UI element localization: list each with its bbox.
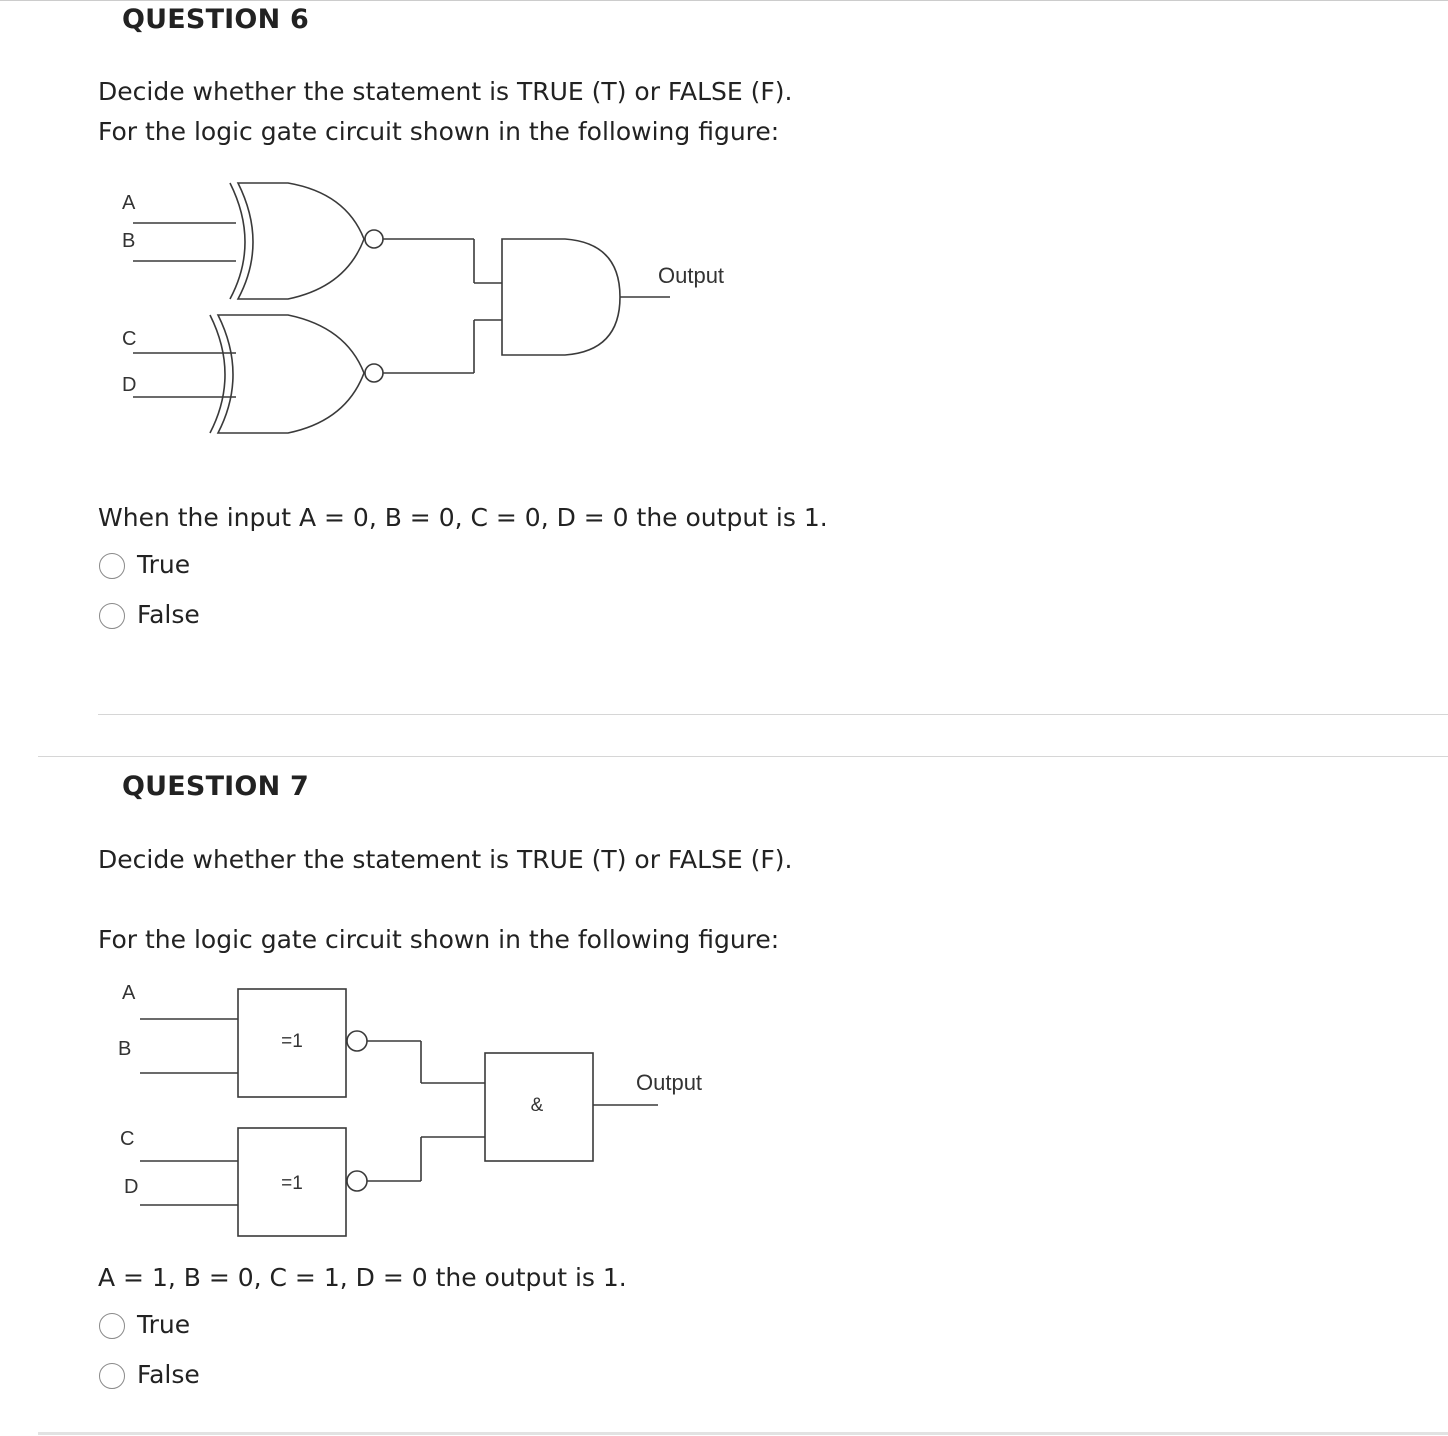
question-7-option-false[interactable] — [99, 1358, 200, 1390]
label-output: Output — [636, 1070, 703, 1095]
question-6-option-false[interactable] — [99, 598, 200, 630]
question-7-false-radio[interactable] — [99, 1363, 125, 1389]
question-6-figure-intro: For the logic gate circuit shown in the following figure: — [98, 117, 780, 146]
label-a: A — [122, 192, 136, 214]
bottom-divider — [38, 1432, 1448, 1435]
question-6-statement: When the input A = 0, B = 0, C = 0, D = 0 the output is 1. — [98, 503, 828, 532]
label-d: D — [124, 1176, 139, 1198]
question-7-title: QUESTION 7 — [122, 771, 309, 802]
option-label: False — [137, 599, 200, 629]
option-label: True — [137, 1309, 191, 1339]
question-7-true-radio[interactable] — [99, 1313, 125, 1339]
label-c: C — [122, 328, 137, 350]
option-label: False — [137, 1359, 200, 1389]
question-6-true-radio[interactable] — [99, 553, 125, 579]
label-c: C — [120, 1128, 135, 1150]
gate-bottom-symbol: =1 — [281, 1173, 303, 1194]
label-b: B — [122, 230, 136, 252]
xnor-box-top-bubble — [347, 1031, 367, 1051]
xnor-gate-top — [230, 183, 364, 299]
gate-and-symbol: & — [530, 1095, 544, 1116]
xnor-box-bottom-bubble — [347, 1171, 367, 1191]
xnor-gate-bottom — [210, 315, 364, 433]
label-b: B — [118, 1038, 132, 1060]
question-6-option-true[interactable] — [99, 548, 190, 580]
question-6-false-radio[interactable] — [99, 603, 125, 629]
gate-top-symbol: =1 — [281, 1031, 303, 1052]
label-a: A — [122, 982, 136, 1004]
question-6-circuit-figure — [110, 175, 750, 440]
top-divider — [0, 0, 1448, 1]
label-output: Output — [658, 263, 725, 288]
option-label: True — [137, 549, 191, 579]
label-d: D — [122, 374, 137, 396]
and-gate — [502, 239, 620, 355]
xnor-gate-bottom-bubble — [365, 364, 383, 382]
question-7-figure-intro: For the logic gate circuit shown in the following figure: — [98, 925, 780, 954]
question-7-statement: A = 1, B = 0, C = 1, D = 0 the output is 1. — [98, 1263, 627, 1292]
question-6-bottom-divider — [98, 714, 1448, 715]
question-7-option-true[interactable] — [99, 1308, 190, 1340]
xnor-gate-top-bubble — [365, 230, 383, 248]
question-6-title: QUESTION 6 — [122, 4, 309, 35]
question-7-instruction: Decide whether the statement is TRUE (T) or FALSE (F). — [98, 845, 793, 874]
question-6-instruction: Decide whether the statement is TRUE (T) or FALSE (F). — [98, 77, 793, 106]
question-separator — [38, 756, 1448, 757]
question-7-circuit-figure — [110, 975, 750, 1245]
